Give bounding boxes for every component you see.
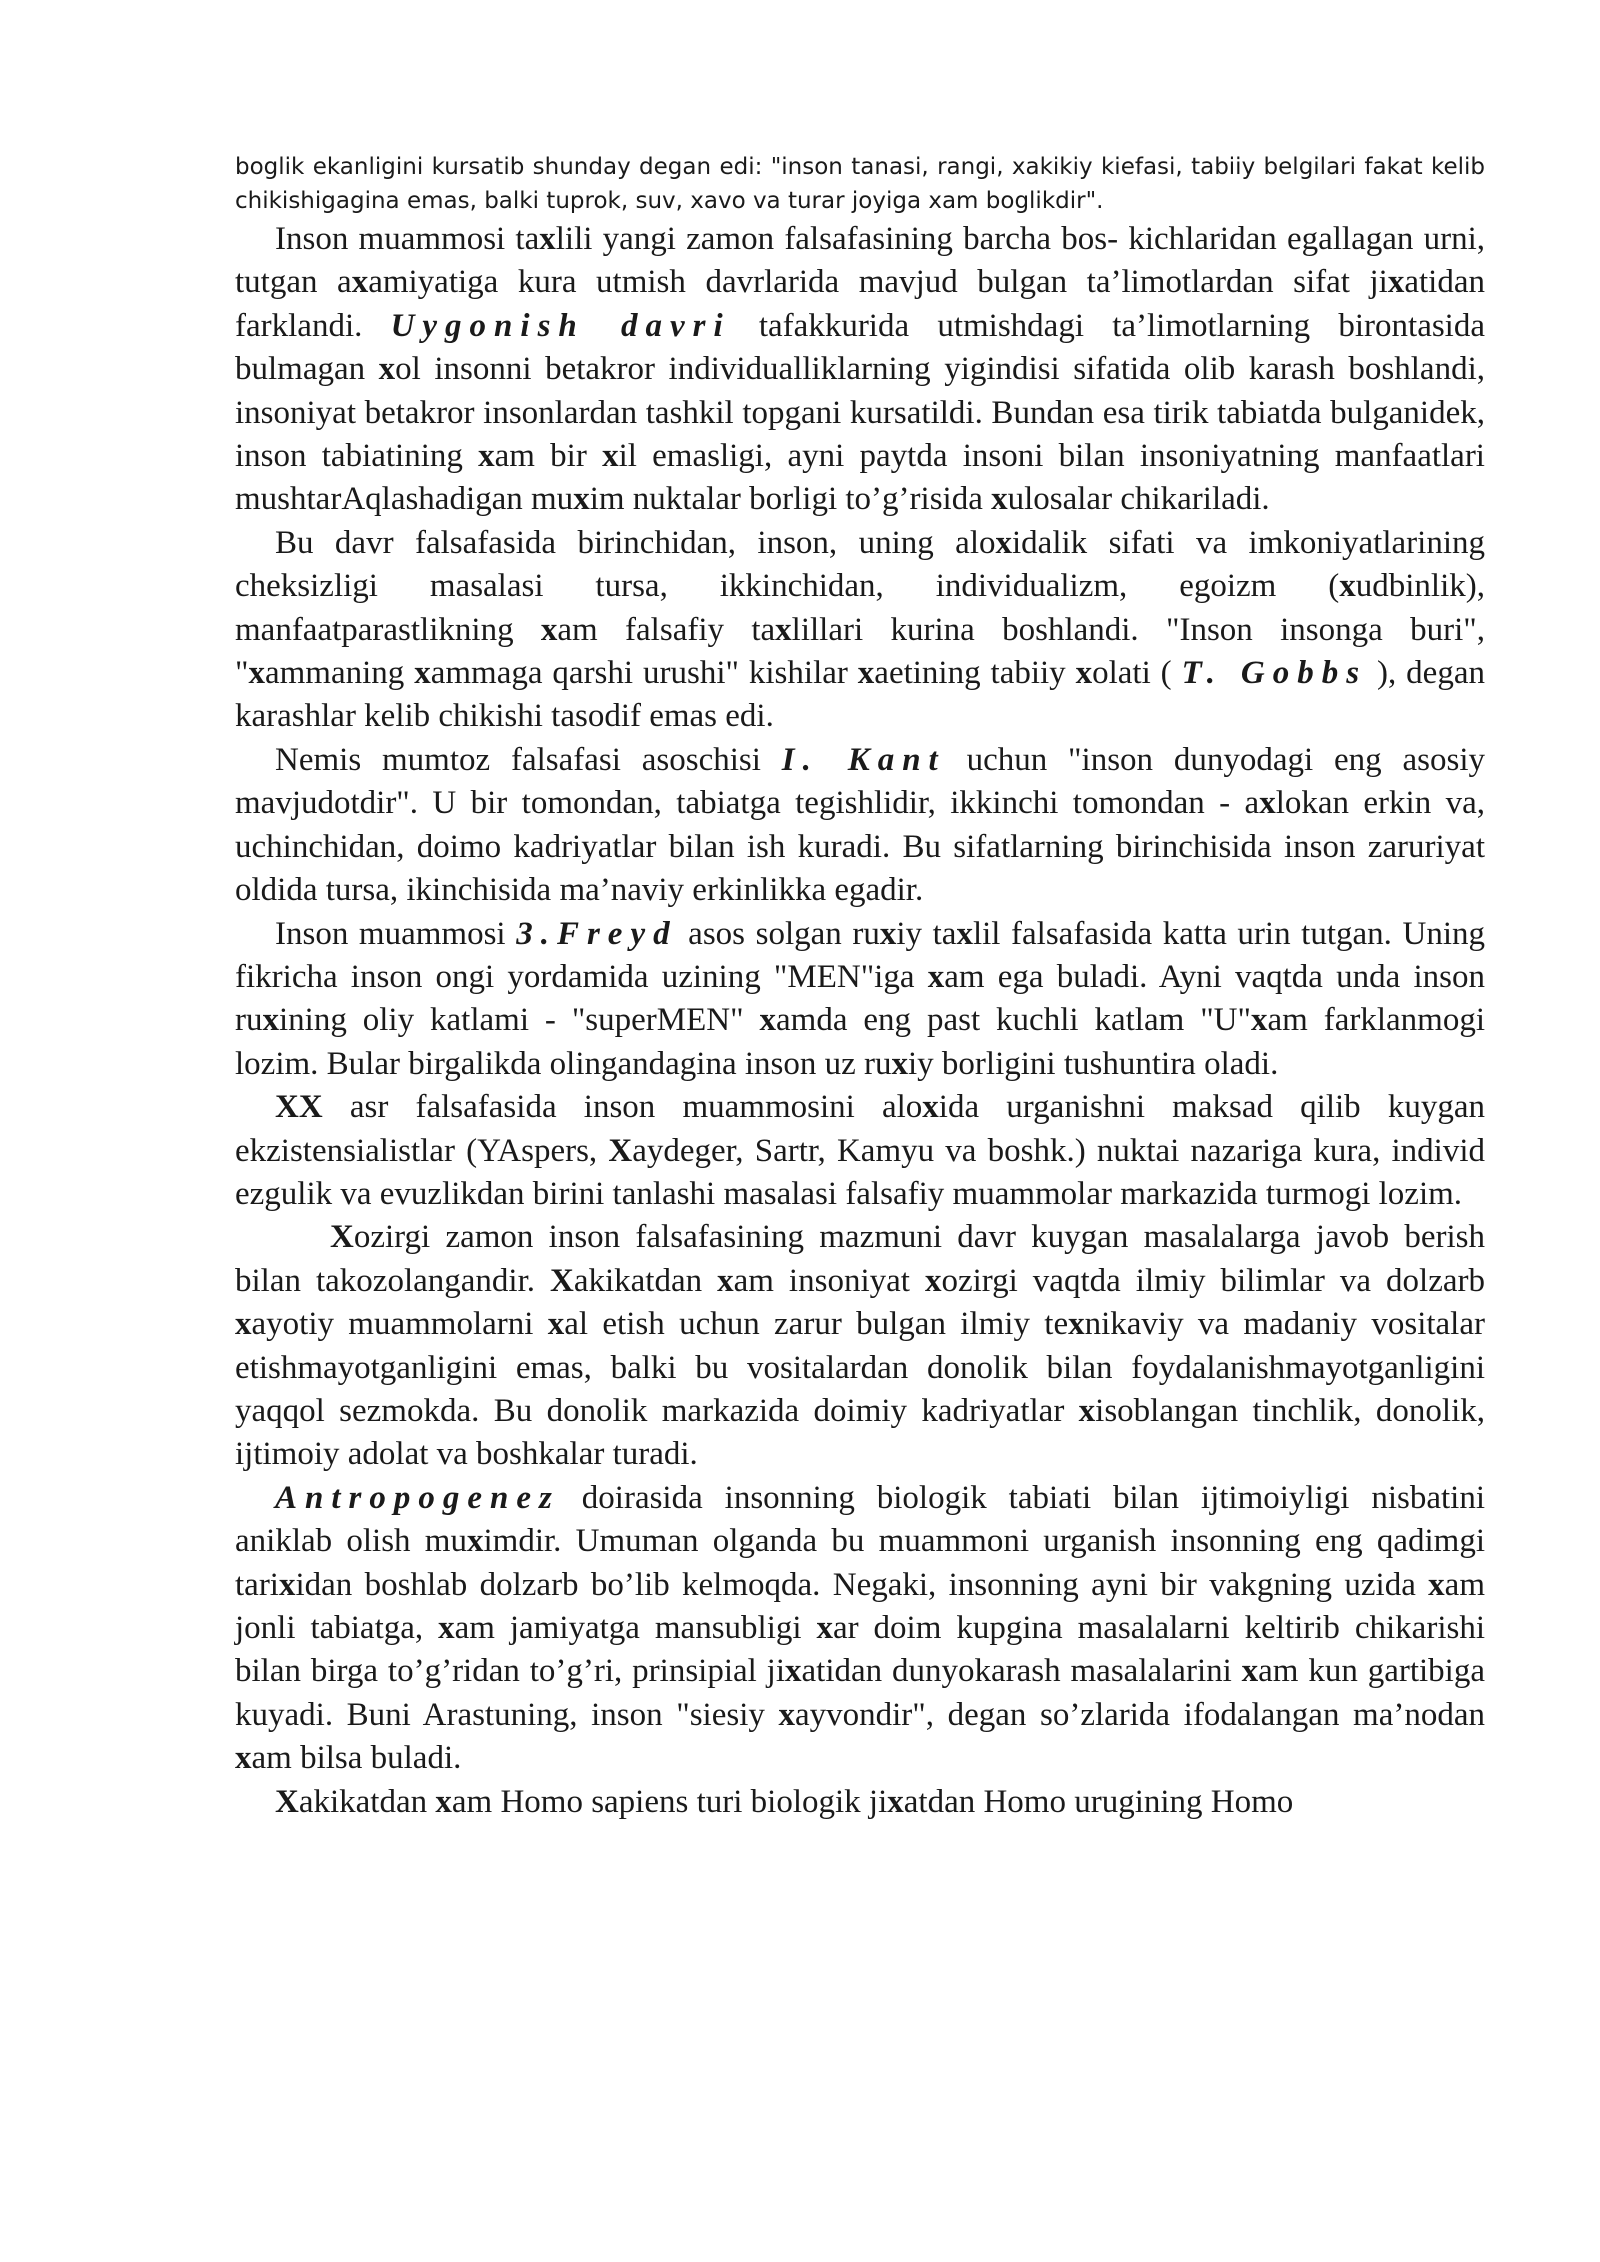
- bold-letter: x: [466, 1523, 484, 1560]
- text-run: ida urganishni maksad qilib kuygan ekzistensialistlar (YAspers,: [235, 1089, 1485, 1169]
- text-run: am farklanmogi lozim. Bular birgalikda olingandagina inson uz ru: [235, 1002, 1486, 1082]
- text-run: am Homo sapiens turi biologik ji: [451, 1783, 888, 1820]
- text-run: am falsafiy ta: [557, 611, 776, 648]
- text-run: ayvondir", degan so’zlarida ifodalangan ma’nodan: [794, 1696, 1485, 1733]
- bold-letter: x: [573, 481, 590, 518]
- bold-letter: x: [438, 1610, 455, 1646]
- bold-letter: x: [1387, 264, 1405, 301]
- bold-letter: x: [778, 1696, 795, 1733]
- text-run: Nemis mumtoz falsafasi asoschisi: [275, 741, 782, 778]
- paragraph-existentialism: [235, 1086, 1485, 1216]
- paragraph-kant: [235, 739, 1485, 913]
- text-run: ozirgi zamon inson falsafasining mazmuni davr kuygan masalalarga javob berish bilan takozolangandir.: [235, 1219, 1485, 1299]
- bold-letter: x: [539, 221, 556, 257]
- text-run: amiyatiga kura utmish davrlarida mavjud bulgan ta’limotlardan sifat ji: [368, 264, 1388, 301]
- bold-letter: X: [550, 1262, 574, 1299]
- text-run: uchun "inson dunyodagi eng asosiy mavjudotdir". U bir tomondan, tabiatga tegishlidir, ikkinchi tomondan - a: [235, 741, 1486, 822]
- bold-letter: x: [922, 1089, 939, 1126]
- text-run: iy borligini tushuntira oladi.: [908, 1045, 1279, 1082]
- text-run: lili yangi zamon falsafasining barcha bos- kichlaridan egallagan urni, tutgan a: [235, 221, 1486, 301]
- text-run: ammaning: [264, 655, 415, 692]
- text-run: am ega buladi. Ayni vaqtda unda inson ru: [235, 958, 1485, 1039]
- emphasized-term: Uygonish davri: [390, 307, 731, 344]
- emphasized-term: Antropogenez: [275, 1479, 560, 1516]
- bold-letter: x: [717, 1262, 734, 1299]
- text-run: akikatdan: [573, 1262, 718, 1299]
- text-run: isoblangan tinchlik, donolik, ijtimoiy adolat va boshkalar turadi.: [235, 1392, 1485, 1473]
- text-run: am bir: [494, 438, 603, 475]
- text-run: ining oliy katlami - "superMEN": [279, 1002, 760, 1039]
- bold-letter: X: [608, 1132, 633, 1169]
- bold-letter: x: [879, 915, 897, 952]
- bold-letter: x: [785, 1653, 802, 1690]
- text-run: asos solgan ru: [677, 915, 880, 952]
- text-run: asr falsafasida inson muammosini alo: [322, 1089, 923, 1126]
- text-run: al etish uchun zarur bulgan ilmiy te: [564, 1306, 1069, 1343]
- text-run: Bu davr falsafasida birinchidan, inson, uning alo: [275, 524, 996, 561]
- bold-letter: X: [330, 1219, 354, 1256]
- text-run: doirasida insonning biologik tabiati bilan ijtimoiyligi nisbatini aniklab olish mu: [235, 1479, 1485, 1560]
- bold-letter: x: [816, 1610, 833, 1646]
- bold-letter: x: [924, 1262, 942, 1299]
- text-run: am insoniyat: [733, 1262, 925, 1299]
- document-page: [235, 150, 1485, 1824]
- bold-letter: x: [1078, 1392, 1096, 1429]
- text-run: akikatdan: [298, 1783, 436, 1820]
- bold-letter: x: [1068, 1306, 1085, 1343]
- bold-letter: x: [478, 438, 495, 475]
- text-run: am bilsa buladi.: [251, 1740, 462, 1777]
- paragraph-modern-philosophy: [235, 1216, 1485, 1476]
- bold-letter: x: [1428, 1566, 1445, 1603]
- bold-letter: x: [602, 438, 619, 475]
- paragraph-renaissance: [235, 218, 1485, 522]
- text-run: lil falsafasida katta urin tutgan. Uning fikricha inson ongi yordamida uzining "MEN"iga: [235, 915, 1486, 995]
- text-run: ), degan karashlar kelib chikishi tasodif emas edi.: [235, 655, 1485, 735]
- emphasized-term: 3.Freyd: [516, 915, 678, 952]
- bold-letter: x: [248, 655, 265, 692]
- bold-letter: x: [351, 264, 369, 301]
- text-run: idan boshlab dolzarb bo’lib kelmoqda. Negaki, insonning ayni bir vakgning uzida: [295, 1566, 1429, 1603]
- bold-letter: x: [887, 1783, 904, 1820]
- intro-paragraph: [235, 150, 1485, 218]
- paragraph-homo-sapiens: [235, 1781, 1485, 1824]
- text-run: am kun gartibiga kuyadi. Buni Arastuning, inson "siesiy: [235, 1653, 1485, 1733]
- paragraph-freud: [235, 913, 1485, 1087]
- bold-letter: x: [1250, 1002, 1268, 1039]
- bold-letter: x: [991, 481, 1008, 518]
- text-run: ozirgi vaqtda ilmiy bilimlar va dolzarb: [941, 1262, 1486, 1299]
- text-run: il emasligi, ayni paytda insoni bilan insoniyatning manfaatlari mushtarAqlashadigan mu: [235, 438, 1485, 518]
- text-run: lillari kurina boshlandi. "Inson insonga buri", ": [235, 611, 1485, 692]
- bold-letter: x: [857, 655, 875, 692]
- bold-letter: x: [775, 611, 792, 648]
- bold-letter: x: [414, 655, 431, 692]
- bold-letter: x: [1241, 1653, 1259, 1690]
- bold-letter: x: [547, 1306, 565, 1343]
- text-run: aetining tabiiy: [874, 655, 1076, 692]
- text-run: tafakkurida utmishdagi ta’limotlarning birontasida bulmagan: [235, 307, 1486, 388]
- text-run: olati (: [1092, 655, 1182, 692]
- bold-letter: x: [235, 1740, 252, 1777]
- bold-letter: x: [956, 915, 973, 952]
- bold-letter: X: [275, 1783, 299, 1820]
- text-run: lokan erkin va, uchinchidan, doimo kadriyatlar bilan ish kuradi. Bu sifatlarning birinchisida inson zaruriyat oldida tursa, ikinchisida ma’naviy erkinlikka egadir.: [235, 785, 1485, 909]
- text-run: ol insonni betakror individualliklarning yigindisi sifatida olib karash boshlandi, insoniyat betakror insonlardan tashkil topgani kursatildi. Bundan esa tirik tabiatda bulganidek, inson tabiatining: [235, 351, 1485, 475]
- bold-letter: x: [995, 524, 1012, 561]
- text-run: im nuktalar borligi to’g’risida: [589, 481, 992, 518]
- text-run: am jonli tabiatga,: [235, 1566, 1485, 1646]
- paragraph-individualism: [235, 522, 1485, 739]
- text-run: atidan dunyokarash masalalarini: [801, 1653, 1242, 1690]
- text-run: aydeger, Sartr, Kamyu va boshk.) nuktai nazariga kura, individ ezgulik va evuzlikdan birini tanlashi masalasi falsafiy muammolar markazida turmogi lozim.: [235, 1132, 1485, 1212]
- text-run: ulosalar chikariladi.: [1007, 481, 1270, 518]
- emphasized-term: T. Gobbs: [1181, 655, 1368, 692]
- emphasized-term: I. Kant: [781, 741, 946, 778]
- bold-letter: x: [378, 351, 396, 388]
- bold-letter: x: [540, 611, 558, 648]
- bold-letter: XX: [275, 1089, 323, 1126]
- text-run: boglik ekanligini kursatib shunday degan edi: "inson tanasi, rangi, xakikiy kiefasi, tabiiy belgilari fakat kelib chikishigagina emas, balki tuprok, suv, xavo va turar joyiga xam boglikdir".: [235, 154, 1485, 214]
- bold-letter: x: [1339, 568, 1356, 605]
- text-run: nikaviy va madaniy vositalar etishmayotganligini emas, balki bu vositalardan donolik bilan foydalanishmayotganligini yaqqol sezmokda. Bu donolik markazida doimiy kadriyatlar: [235, 1306, 1485, 1429]
- bold-letter: x: [435, 1783, 452, 1820]
- text-run: atidan farklandi.: [235, 264, 1485, 344]
- bold-letter: x: [891, 1045, 909, 1082]
- text-run: udbinlik), manfaatparastlikning: [235, 568, 1485, 648]
- bold-letter: x: [235, 1306, 252, 1343]
- text-run: atdan Homo urugining Homo: [903, 1783, 1294, 1820]
- text-run: am jamiyatga mansubligi: [454, 1610, 817, 1646]
- text-run: Inson muammosi ta: [275, 221, 540, 257]
- bold-letter: x: [927, 958, 945, 995]
- text-run: ammaga qarshi urushi" kishilar: [430, 655, 858, 692]
- bold-letter: x: [278, 1566, 296, 1603]
- bold-letter: x: [1075, 655, 1093, 692]
- paragraph-anthropogenesis: [235, 1477, 1485, 1781]
- text-run: ar doim kupgina masalalarni keltirib chikarishi bilan birga to’g’ridan to’g’ri, prinsipial ji: [235, 1610, 1485, 1690]
- text-run: idalik sifati va imkoniyatlarining cheksizligi masalasi tursa, ikkinchidan, individualizm, egoizm (: [235, 524, 1485, 605]
- text-run: iy ta: [896, 915, 957, 952]
- text-run: imdir. Umuman olganda bu muammoni urganish insonning eng qadimgi tari: [235, 1523, 1485, 1603]
- text-run: amda eng past kuchli katlam "U": [776, 1002, 1251, 1039]
- bold-letter: x: [1259, 785, 1276, 822]
- text-run: ayotiy muammolarni: [251, 1306, 548, 1343]
- bold-letter: x: [759, 1002, 777, 1039]
- text-run: Inson muammosi: [275, 915, 517, 952]
- bold-letter: x: [262, 1002, 279, 1039]
